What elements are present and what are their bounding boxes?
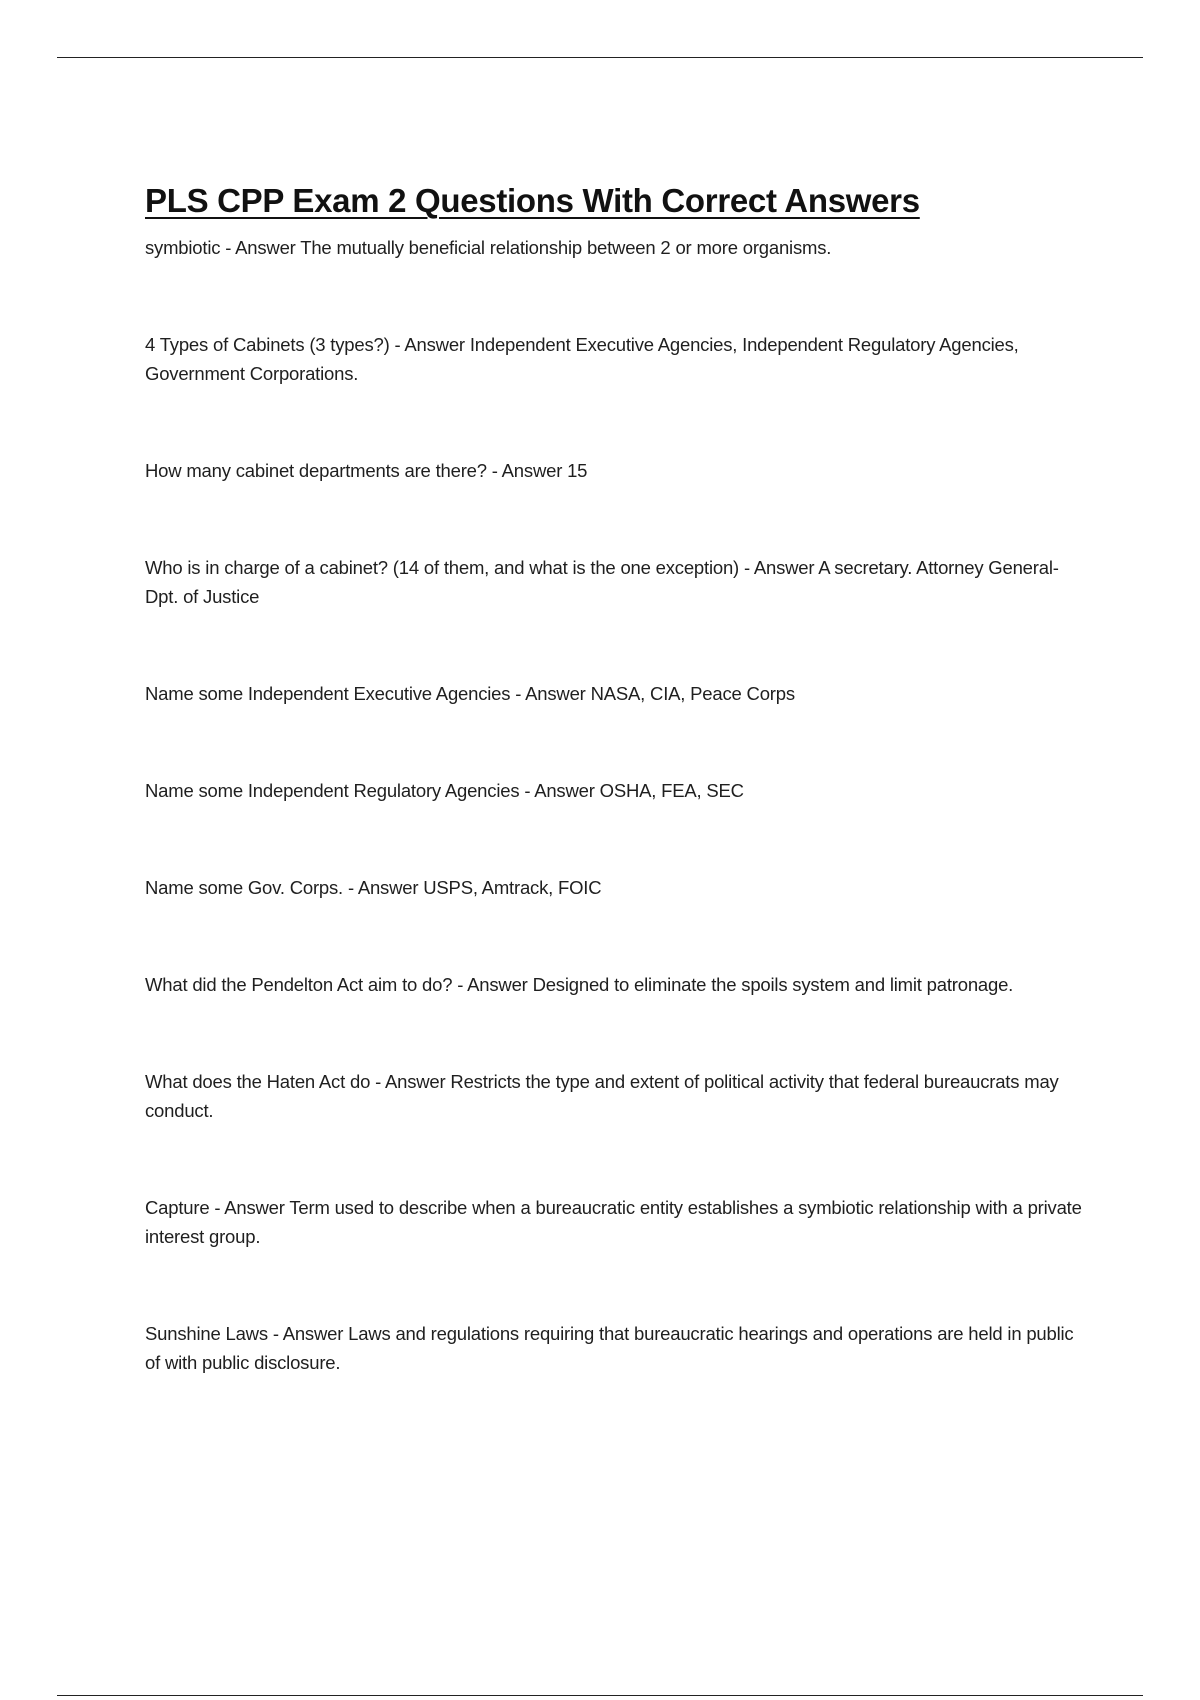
qa-item (145, 456, 1085, 485)
document-title: PLS CPP Exam 2 Questions With Correct Answers (145, 182, 920, 219)
answer-text: Term used to describe when a bureaucratic entity establishes a symbiotic relationship with a private interest group. (145, 1197, 1082, 1247)
answer-separator: - Answer (510, 683, 591, 704)
answer-separator: - Answer (370, 1071, 451, 1092)
question-text: Sunshine Laws (145, 1323, 268, 1344)
answer-text: A secretary. Attorney General- Dpt. of Justice (145, 557, 1059, 607)
question-text: What did the Pendelton Act aim to do? (145, 974, 453, 995)
question-text: symbiotic (145, 237, 221, 258)
qa-item (145, 553, 1085, 611)
answer-separator: - Answer (486, 460, 568, 481)
answer-text: Designed to eliminate the spoils system and limit patronage. (532, 974, 1014, 995)
question-text: 4 Types of Cabinets (3 types?) (145, 334, 390, 355)
answer-text: NASA, CIA, Peace Corps (590, 683, 795, 704)
answer-text: Independent Executive Agencies, Independent Regulatory Agencies, Government Corporations. (145, 334, 1019, 384)
answer-separator: - Answer (519, 780, 600, 801)
qa-item (145, 1319, 1085, 1377)
answer-separator: - Answer (209, 1197, 290, 1218)
answer-separator: - Answer (452, 974, 533, 995)
question-text: Capture (145, 1197, 210, 1218)
top-rule (57, 57, 1143, 58)
answer-text: 15 (567, 460, 588, 481)
answer-separator: - Answer (343, 877, 424, 898)
qa-item (145, 679, 1085, 708)
qa-item (145, 1067, 1085, 1125)
answer-text: The mutually beneficial relationship between 2 or more organisms. (300, 237, 832, 258)
question-text: Name some Independent Executive Agencies (145, 683, 511, 704)
answer-separator: - Answer (267, 1323, 349, 1344)
question-text: Name some Independent Regulatory Agencies (145, 780, 520, 801)
qa-list (145, 233, 1085, 1377)
question-text: How many cabinet departments are there? (145, 460, 487, 481)
qa-item (145, 776, 1085, 805)
bottom-rule (57, 1695, 1143, 1696)
answer-text: Laws and regulations requiring that bureaucratic hearings and operations are held in public of with public disclosure. (145, 1323, 1074, 1373)
qa-item (145, 233, 1085, 262)
qa-item (145, 330, 1085, 388)
answer-separator: - Answer (220, 237, 301, 258)
answer-text: USPS, Amtrack, FOIC (423, 877, 602, 898)
answer-text: OSHA, FEA, SEC (599, 780, 744, 801)
document-body (145, 178, 1085, 1445)
question-text: Name some Gov. Corps. (145, 877, 343, 898)
question-text: Who is in charge of a cabinet? (14 of them, and what is the one exception) (145, 557, 740, 578)
answer-separator: - Answer (389, 334, 470, 355)
question-text: What does the Haten Act do (145, 1071, 371, 1092)
answer-text: Restricts the type and extent of political activity that federal bureaucrats may conduct. (145, 1071, 1059, 1121)
qa-item (145, 970, 1085, 999)
qa-item (145, 873, 1085, 902)
qa-item (145, 1193, 1085, 1251)
answer-separator: - Answer (739, 557, 819, 578)
